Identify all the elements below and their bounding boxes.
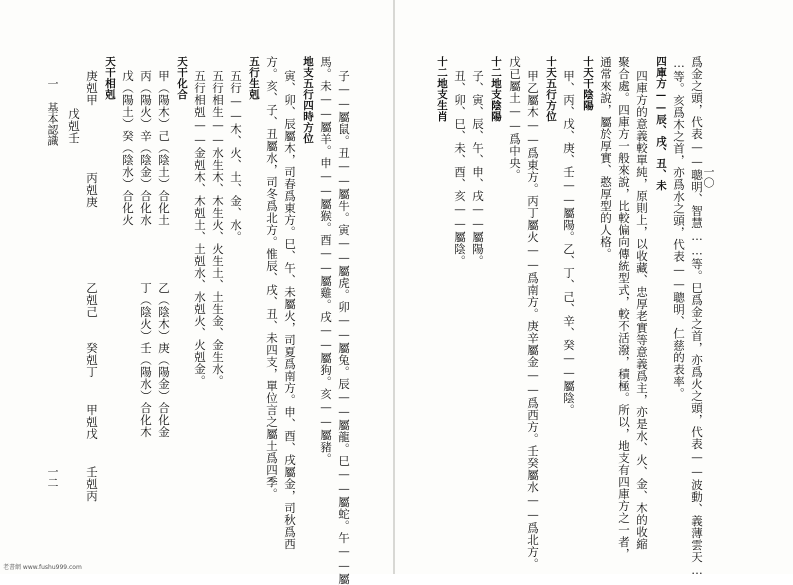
xiangke-pair: 戊剋壬 bbox=[67, 108, 81, 144]
right-text-line: 甲乙屬木——爲東方。丙丁屬火——爲南方。庚辛屬金——爲西方。壬癸屬水——爲北方。 bbox=[526, 70, 540, 570]
right-text-line: 戊已屬土——爲中央。 bbox=[508, 56, 522, 181]
xiangke-pair: 癸剋丁 bbox=[85, 342, 99, 378]
right-text-line: 甲、丙、戊、庚、壬——屬陽。乙、丁、己、辛、癸——屬陰。 bbox=[562, 70, 576, 416]
left-text-line: 甲（陽木）己（陰土）合化土 bbox=[157, 70, 171, 226]
right-text-line: 爲金之頭，代表——聰明、智慧……等。巳爲金之首，亦爲火之頭，代表——波動、義薄雲天… bbox=[690, 56, 704, 578]
xiangke-pair: 庚剋甲 bbox=[85, 70, 99, 106]
xiangke-pair: 壬剋丙 bbox=[85, 466, 99, 502]
left-text-line: 寅、卯、辰屬木，司春爲東方。巳、午、未屬火，司夏爲南方。申、酉、戌屬金，司秋爲西 bbox=[283, 70, 297, 550]
heading-dizhi-shengxiao: 十二地支生肖 bbox=[436, 56, 448, 122]
heading-four-storehouses: 四庫方——辰、戌、丑、未 bbox=[655, 56, 667, 191]
gutter-fold bbox=[393, 0, 395, 574]
right-text-line: 聚合處。四庫方一般來說，比較偏向傳統型式，較不活潑，積極。所以，地支有四庫方之一者， bbox=[617, 56, 631, 560]
left-text-line: 馬。未——屬羊。申——屬猴。酉——屬雞。戌——屬狗。亥——屬豬。 bbox=[319, 56, 333, 465]
xiangke-pair: 丙剋庚 bbox=[85, 172, 99, 208]
running-title: 一 基本認識 bbox=[46, 78, 59, 146]
xiangke-pair: 甲剋戊 bbox=[85, 404, 99, 440]
left-text-line: 子——屬鼠。丑——屬牛。寅——屬虎。卯——屬兔。辰——屬龍。巳——屬蛇。午——屬 bbox=[337, 70, 351, 585]
left-text-line: 乙（陰木）庚（陽金）合化金 bbox=[157, 282, 171, 438]
left-text-line: 五行相生——水生木、木生火、火生土、土生金、金生水。 bbox=[211, 70, 225, 387]
heading-tiangan-xiangke: 天干相剋 bbox=[104, 56, 116, 100]
left-text-line: 戊（陽土）癸（陰水）合化火 bbox=[121, 70, 135, 226]
left-text-line: 五行——木、火、土、金、水。 bbox=[229, 70, 243, 243]
right-page-number: 一〇 bbox=[702, 166, 715, 188]
heading-dizhi-wuxing-sishi: 地支五行四時方位 bbox=[302, 56, 314, 144]
left-text-line: 方。亥、子、丑屬水，司冬爲北方。惟辰、戌、丑、未四支，單位言之屬土爲四季。 bbox=[265, 56, 279, 500]
left-text-line: 丁（陰火）壬（陽水）合化木 bbox=[139, 282, 153, 438]
right-text-line: 丑、卯、巳、未、酉、亥——屬陰。 bbox=[453, 70, 467, 267]
right-text-line: …等。亥爲木之首，亦爲水之頭，代表——聰明、仁慈的表率。 bbox=[672, 56, 686, 400]
right-text-line: 四庫方的意義較單純，原則上，以收藏、忠厚老實等意義爲主，亦是水、火、金、木的收縮 bbox=[635, 70, 649, 550]
xiangke-pair: 乙剋己 bbox=[85, 282, 99, 318]
left-text-line: 五行相剋——金剋木、木剋土、土剋水、水剋火、火剋金。 bbox=[193, 70, 207, 387]
heading-tiangan-yinyang: 十天干陰陽 bbox=[582, 56, 594, 111]
heading-wuxing-shengke: 五行生剋 bbox=[248, 56, 260, 100]
heading-tiangan-wuxing: 十天五行方位 bbox=[545, 56, 557, 122]
heading-tiangan-huahe: 天干化合 bbox=[176, 56, 188, 100]
right-text-line: 通常來說，屬於厚實、憨厚型的人格。 bbox=[599, 56, 613, 260]
left-page-number: 一二 bbox=[46, 466, 59, 488]
watermark-stamp: 老書網 www.fushu999.com bbox=[3, 564, 82, 571]
left-text-line: 丙（陽火）辛（陰金）合化水 bbox=[139, 70, 153, 226]
right-text-line: 子、寅、辰、午、申、戌——屬陽。 bbox=[471, 70, 485, 267]
heading-dizhi-yinyang: 十二地支陰陽 bbox=[490, 56, 502, 122]
